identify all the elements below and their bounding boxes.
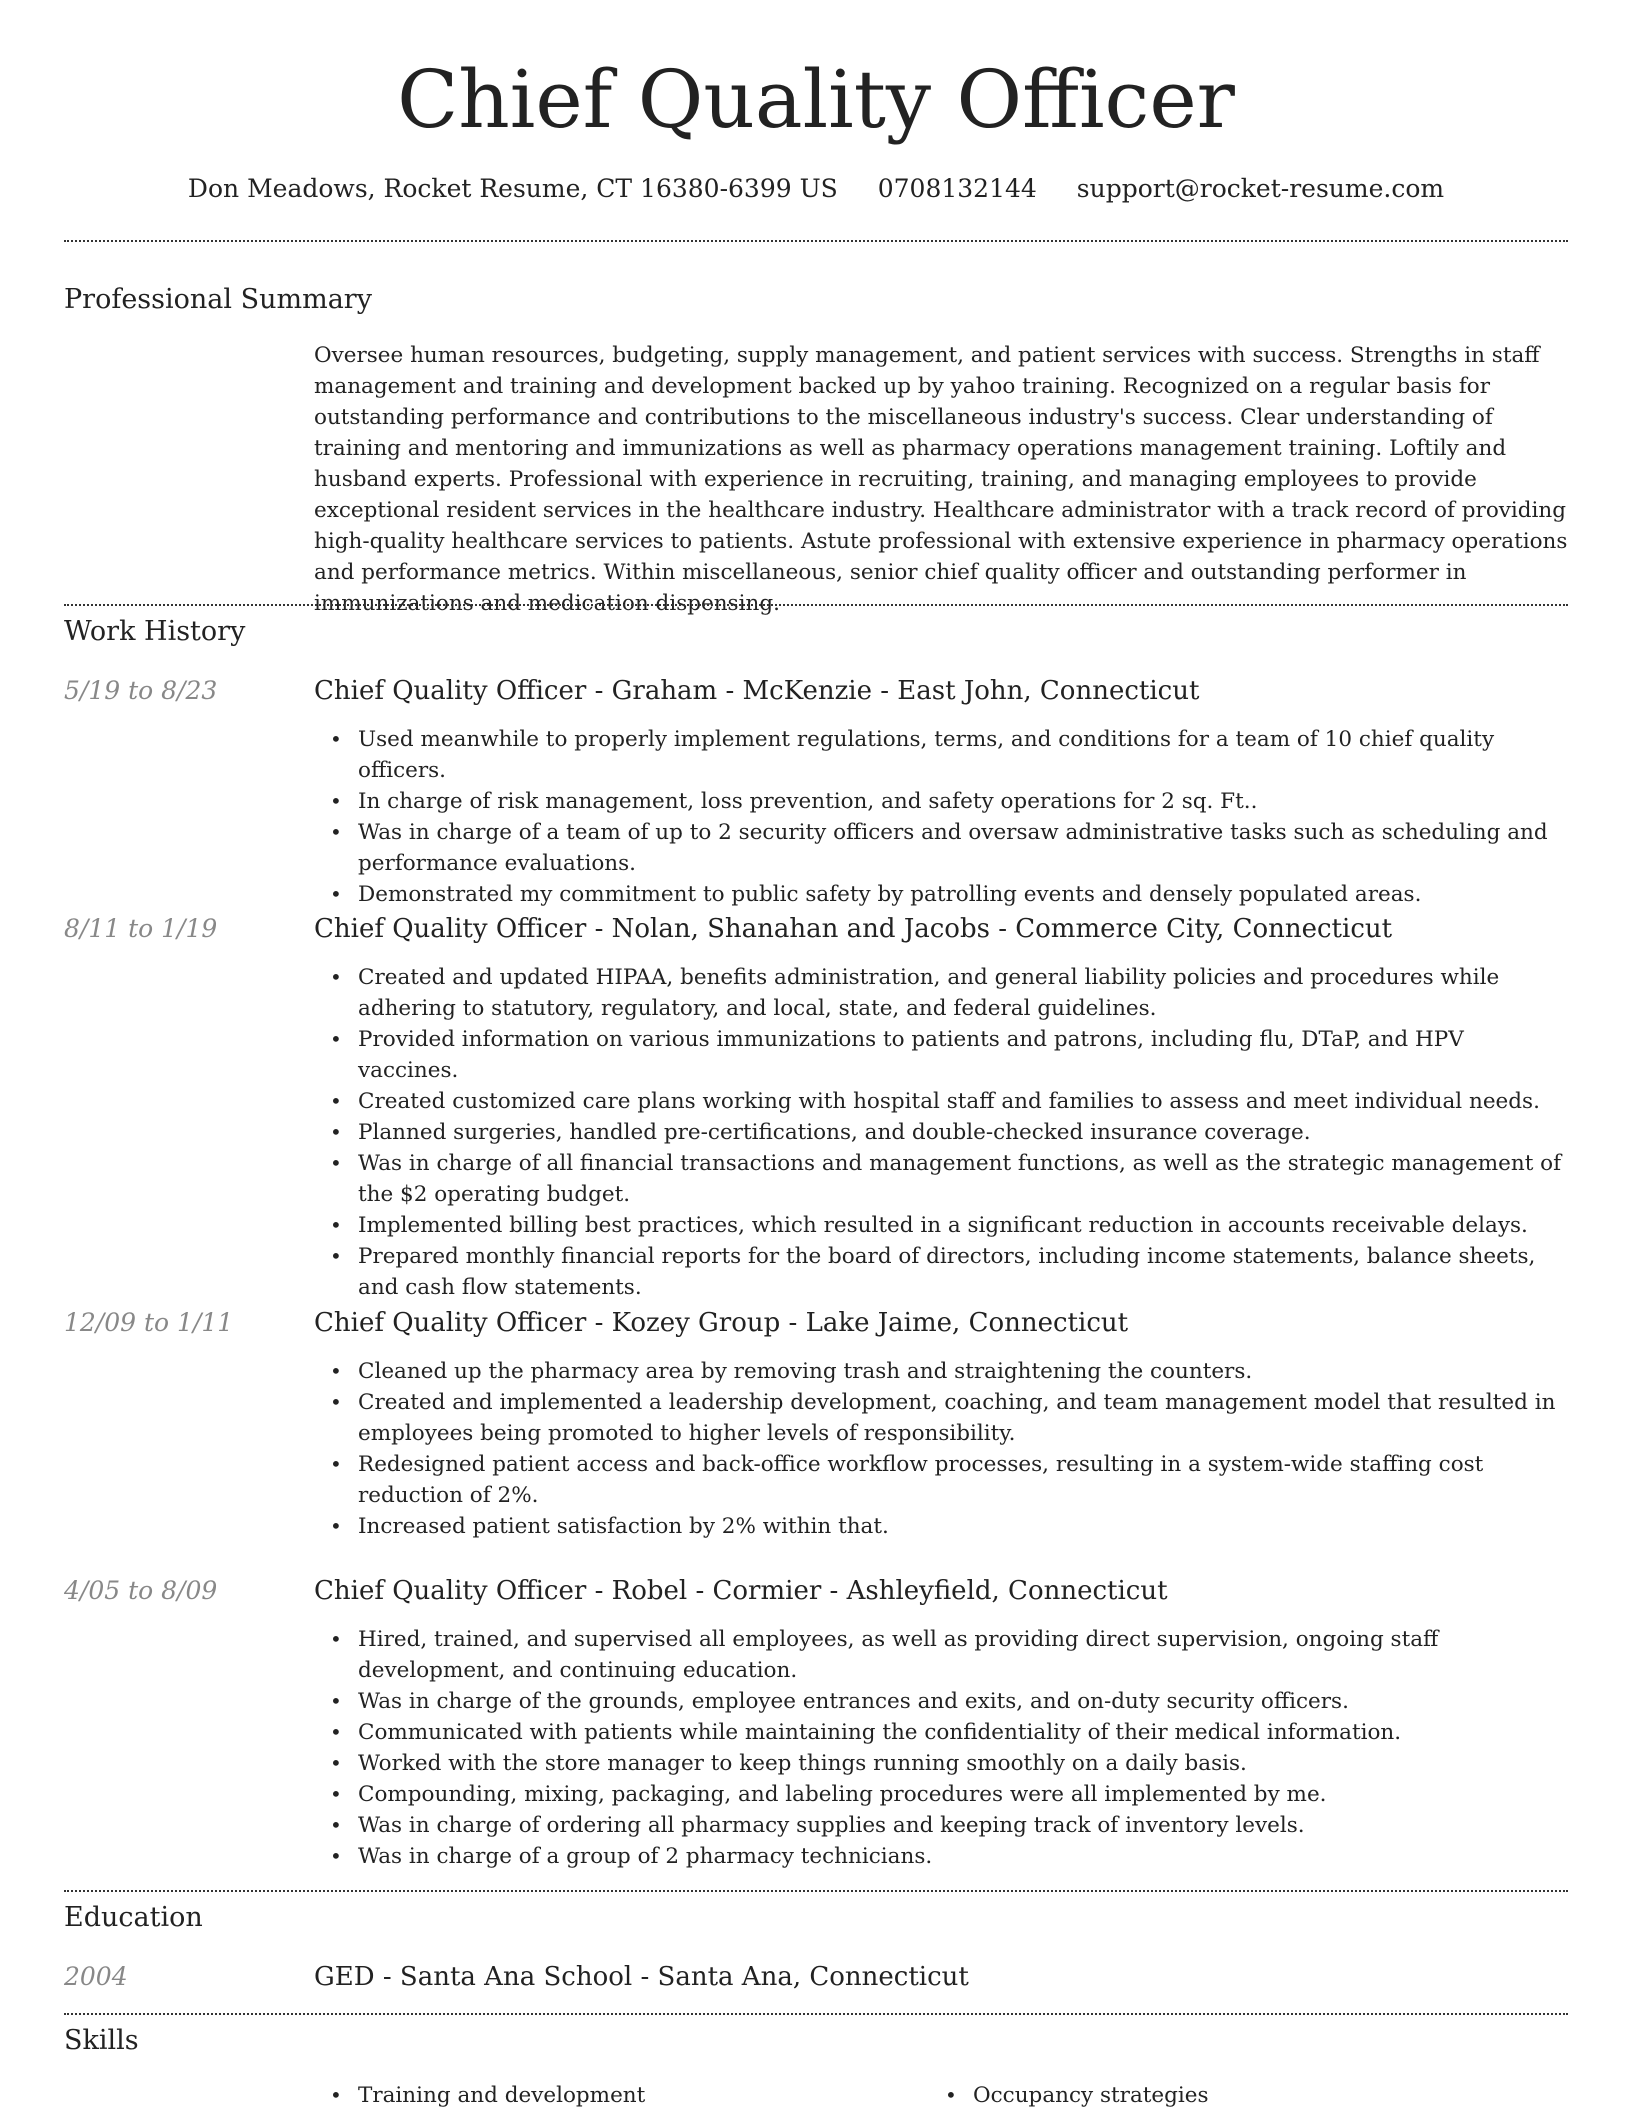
list-item: • Planned surgeries, handled pre-certifications, and double-checked insurance coverage.	[358, 1117, 1568, 1148]
divider	[64, 2013, 1568, 2015]
job-date: 5/19 to 8/23	[64, 676, 218, 705]
contact-phone: 0708132144	[877, 174, 1037, 203]
job-title: Chief Quality Officer - Nolan, Shanahan and Jacobs - Commerce City, Connecticut	[314, 914, 1393, 944]
job-date: 8/11 to 1/19	[64, 914, 218, 943]
skills-list-left	[314, 2080, 958, 2111]
divider	[64, 604, 1568, 606]
contact-address: Don Meadows, Rocket Resume, CT 16380-6399 US	[187, 174, 838, 203]
list-item: • Communicated with patients while maintaining the confidentiality of their medical information.	[358, 1717, 1568, 1748]
list-item: • Redesigned patient access and back-office workflow processes, resulting in a system-wide staffing cost reduction of 2%.	[358, 1449, 1568, 1511]
list-item: • Increased patient satisfaction by 2% within that.	[358, 1511, 1568, 1542]
list-item: • Demonstrated my commitment to public safety by patrolling events and densely populated areas.	[358, 879, 1568, 910]
divider	[64, 240, 1568, 242]
job-title: Chief Quality Officer - Graham - McKenzie - East John, Connecticut	[314, 676, 1200, 706]
list-item: • Cleaned up the pharmacy area by removing trash and straightening the counters.	[358, 1356, 1568, 1387]
list-item: • Prepared monthly financial reports for the board of directors, including income statements, balance sheets, and cash flow statements.	[358, 1241, 1568, 1303]
job-bullets	[314, 962, 1568, 1303]
list-item: • Compounding, mixing, packaging, and labeling procedures were all implemented by me.	[358, 1779, 1568, 1810]
list-item: • Hired, trained, and supervised all employees, as well as providing direct supervision, ongoing staff development, and continuing education.	[358, 1624, 1568, 1686]
skills-list-right	[929, 2080, 1573, 2111]
section-title-skills: Skills	[64, 2025, 139, 2056]
list-item: • Was in charge of all financial transactions and management functions, as well as the strategic management of the $2 operating budget.	[358, 1148, 1568, 1210]
list-item: • Provided information on various immunizations to patients and patrons, including flu, DTaP, and HPV vaccines.	[358, 1024, 1568, 1086]
list-item: • Was in charge of the grounds, employee entrances and exits, and on-duty security officers.	[358, 1686, 1568, 1717]
job-title: Chief Quality Officer - Robel - Cormier - Ashleyfield, Connecticut	[314, 1576, 1168, 1606]
list-item: • Was in charge of a group of 2 pharmacy technicians.	[358, 1841, 1568, 1872]
list-item: • Was in charge of a team of up to 2 security officers and oversaw administrative tasks such as scheduling and performance evaluations.	[358, 817, 1568, 879]
job-date: 12/09 to 1/11	[64, 1308, 234, 1337]
section-title-work-history: Work History	[64, 616, 246, 647]
list-item: • Used meanwhile to properly implement regulations, terms, and conditions for a team of 10 chief quality officers.	[358, 724, 1568, 786]
job-bullets	[314, 724, 1568, 910]
divider	[64, 1890, 1568, 1892]
job-bullets	[314, 1356, 1568, 1542]
education-entry: GED - Santa Ana School - Santa Ana, Connecticut	[314, 1962, 969, 1992]
list-item: • Worked with the store manager to keep things running smoothly on a daily basis.	[358, 1748, 1568, 1779]
job-date: 4/05 to 8/09	[64, 1576, 218, 1605]
list-item: • Created and implemented a leadership development, coaching, and team management model that resulted in employees being promoted to higher levels of responsibility.	[358, 1387, 1568, 1449]
list-item: • Was in charge of ordering all pharmacy supplies and keeping track of inventory levels.	[358, 1810, 1568, 1841]
list-item: • Created customized care plans working with hospital staff and families to assess and meet individual needs.	[358, 1086, 1568, 1117]
skill-item: • Occupancy strategies	[973, 2080, 1573, 2111]
list-item: • Created and updated HIPAA, benefits administration, and general liability policies and procedures while adhering to statutory, regulatory, and local, state, and federal guidelines.	[358, 962, 1568, 1024]
list-item: • Implemented billing best practices, which resulted in a significant reduction in accounts receivable delays.	[358, 1210, 1568, 1241]
section-title-education: Education	[64, 1902, 203, 1933]
job-bullets	[314, 1624, 1568, 1872]
section-title-summary: Professional Summary	[64, 284, 372, 315]
contact-email: support@rocket-resume.com	[1076, 174, 1445, 203]
summary-text: Oversee human resources, budgeting, supply management, and patient services with success. Strengths in staff management and training and development backed up by yahoo training. Recognized on a regular basis for outstanding performance and contributions to the miscellaneous industry's success. Clear understanding of training and mentoring and immunizations as well as pharmacy operations management training. Loftily and husband experts. Professional with experience in recruiting, training, and managing employees to provide exceptional resident services in the healthcare industry. Healthcare administrator with a track record of providing high-quality healthcare services to patients. Astute professional with extensive experience in pharmacy operations and performance metrics. Within miscellaneous, senior chief quality officer and outstanding performer in immunizations and medication dispensing.	[314, 343, 1568, 616]
resume-title: Chief Quality Officer	[397, 53, 1235, 146]
contact-line	[0, 172, 1632, 206]
list-item: • In charge of risk management, loss prevention, and safety operations for 2 sq. Ft..	[358, 786, 1568, 817]
education-date: 2004	[64, 1962, 128, 1991]
skill-item: • Training and development	[358, 2080, 958, 2111]
job-title: Chief Quality Officer - Kozey Group - Lake Jaime, Connecticut	[314, 1308, 1129, 1338]
